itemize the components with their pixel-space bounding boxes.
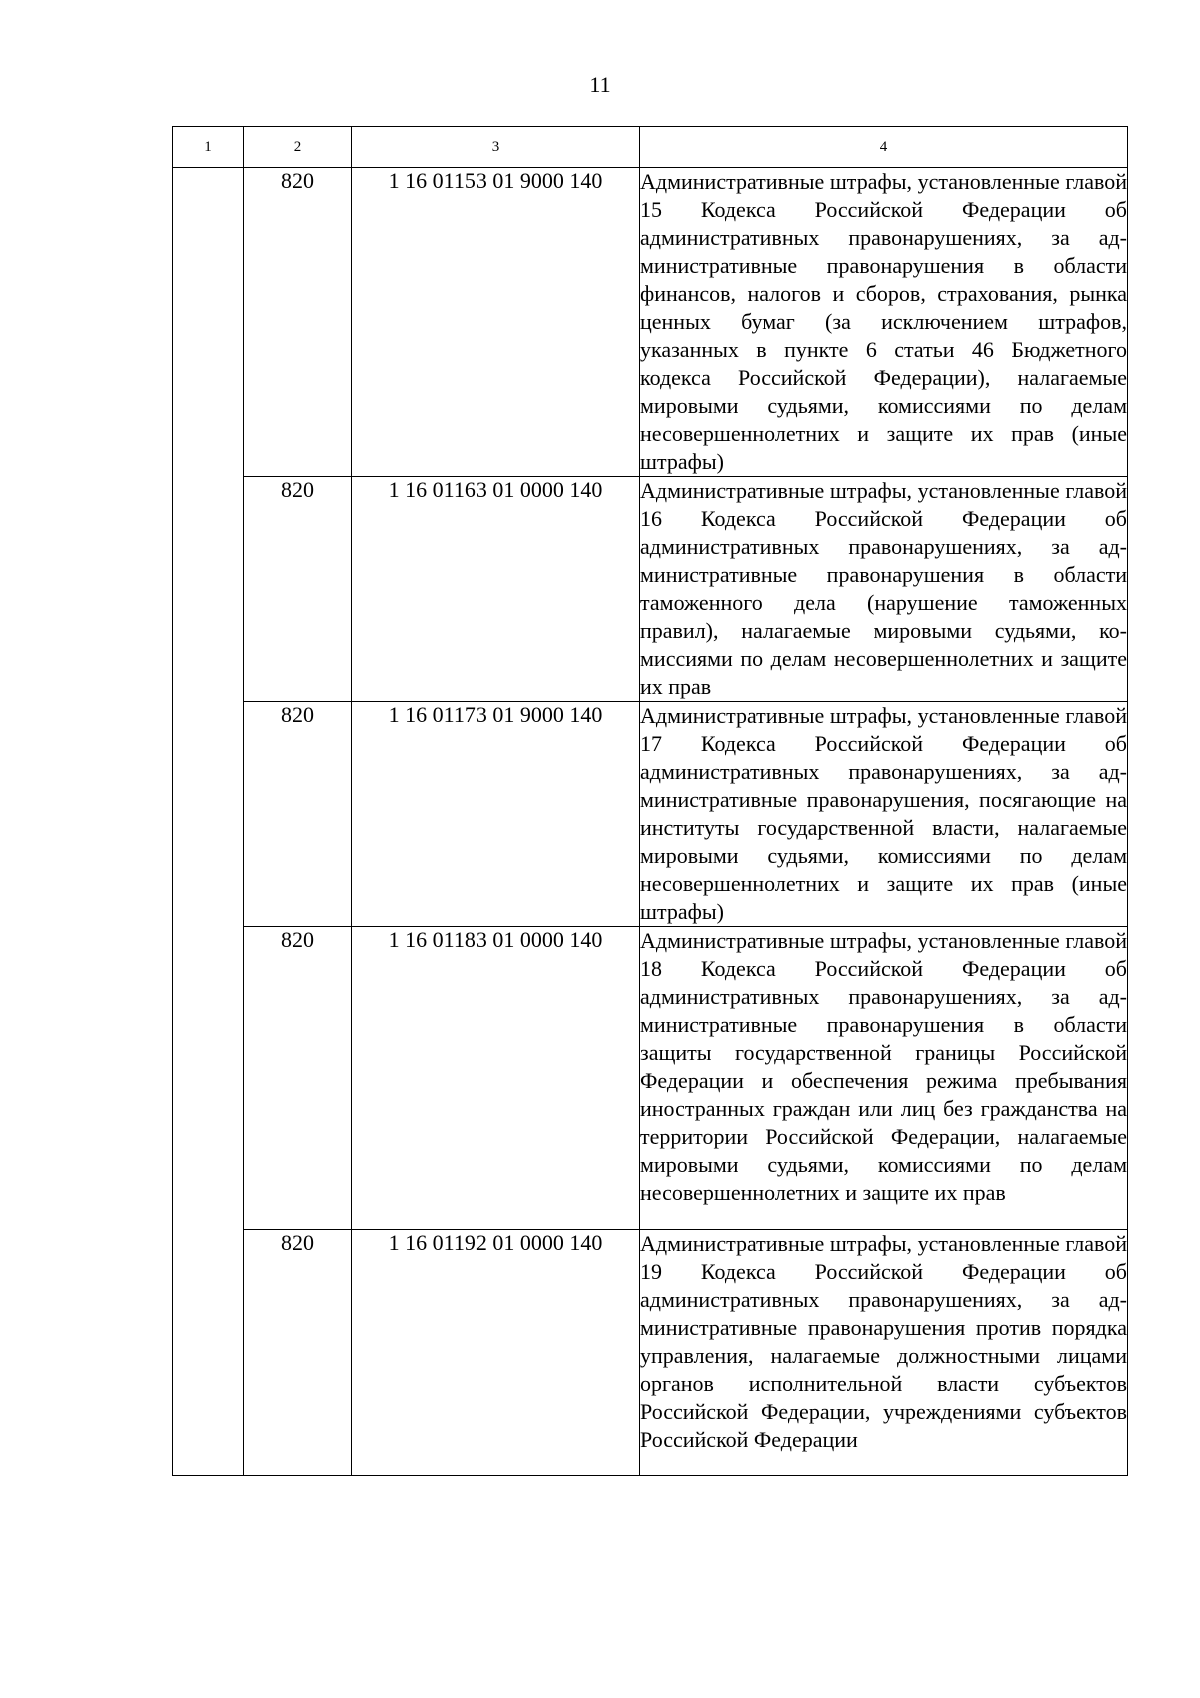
table-row — [173, 477, 1128, 702]
budget-classification-code: 1 16 01192 01 0000 140 — [352, 1230, 640, 1476]
income-description — [640, 702, 1128, 927]
admin-code: 820 — [244, 477, 352, 702]
admin-code: 820 — [244, 702, 352, 927]
income-description — [640, 1230, 1128, 1476]
income-description-text: Административные штрафы, установленные главой 17 Кодекса Российской Федерации об административных правонарушениях, за административные правонарушения, посягающие на институты государственной власти, налагаемые мировыми судьями, комиссиями по делам несовершеннолетних и защите их прав (иные штрафы) — [640, 703, 1127, 924]
admin-code: 820 — [244, 168, 352, 477]
admin-code: 820 — [244, 1230, 352, 1476]
table-header-row — [173, 127, 1128, 168]
header-col-4: 4 — [640, 127, 1128, 168]
budget-classification-code: 1 16 01173 01 9000 140 — [352, 702, 640, 927]
table-row — [173, 927, 1128, 1230]
page-number: 11 — [589, 72, 611, 97]
table-row — [173, 1230, 1128, 1476]
table-row — [173, 702, 1128, 927]
income-description-text: Административные штрафы, установленные главой 19 Кодекса Российской Федерации об административных правонарушениях, за административные правонарушения против порядка управления, налагаемые должностными лицами органов исполнительной власти субъектов Российской Федерации, учреждениями субъектов Российской Федерации — [640, 1231, 1127, 1452]
income-description-text: Административные штрафы, установленные главой 15 Кодекса Российской Федерации об административных правонарушениях, за административные правонарушения в области финансов, налогов и сборов, страхования, рынка ценных бумаг (за исключением штрафов, указанных в пункте 6 статьи 46 Бюджетного кодекса Российской Федерации), налагаемые мировыми судьями, комиссиями по делам несовершеннолетних и защите их прав (иные штрафы) — [640, 169, 1127, 474]
header-col-2: 2 — [244, 127, 352, 168]
income-description-text: Административные штрафы, установленные главой 16 Кодекса Российской Федерации об административных правонарушениях, за административные правонарушения в области таможенного дела (нарушение таможенных правил), налагаемые мировыми судьями, комиссиями по делам несовершеннолетних и защите их прав — [640, 478, 1127, 699]
table-row — [173, 168, 1128, 477]
income-description-text: Административные штрафы, установленные главой 18 Кодекса Российской Федерации об административных правонарушениях, за административные правонарушения в области защиты государственной границы Российской Федерации и обеспечения режима пребывания иностранных граждан или лиц без гражданства на территории Российской Федерации, налагаемые мировыми судьями, комиссиями по делам несовершеннолетних и защите их прав — [640, 928, 1127, 1205]
header-col-1: 1 — [173, 127, 244, 168]
income-description — [640, 927, 1128, 1230]
budget-classification-code: 1 16 01163 01 0000 140 — [352, 477, 640, 702]
header-col-3: 3 — [352, 127, 640, 168]
budget-classification-code: 1 16 01183 01 0000 140 — [352, 927, 640, 1230]
empty-column-1 — [173, 168, 244, 1476]
admin-code: 820 — [244, 927, 352, 1230]
revenue-codes-table — [172, 126, 1128, 1476]
income-description — [640, 168, 1128, 477]
budget-classification-code: 1 16 01153 01 9000 140 — [352, 168, 640, 477]
income-description — [640, 477, 1128, 702]
